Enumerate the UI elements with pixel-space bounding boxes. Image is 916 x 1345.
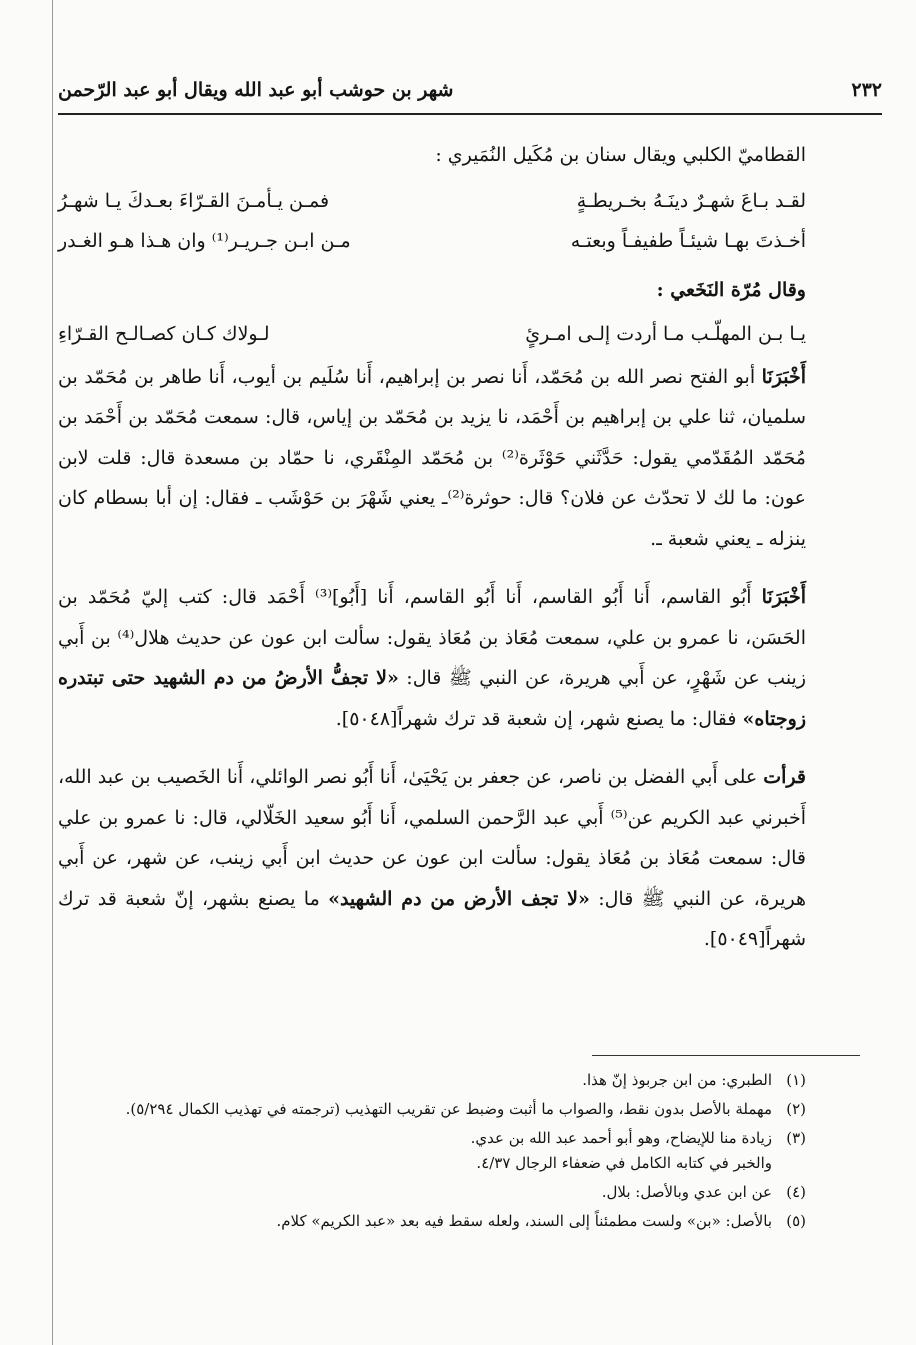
verse-second-hemistich: لـولاك كـان كصـالـح القـرّاءِ bbox=[58, 323, 270, 345]
hadith-quote: «لا تجف الأرض من دم الشهيد» bbox=[328, 887, 590, 910]
footnotes bbox=[58, 1068, 806, 1238]
footnote bbox=[58, 1068, 806, 1093]
page-header bbox=[58, 70, 882, 110]
footnote-text: عن ابن عدي وبالأصل: بلال. bbox=[601, 1183, 772, 1201]
footnote-number: (١) bbox=[786, 1071, 806, 1089]
poem-verse bbox=[58, 221, 806, 262]
hadith-quote: «لا تجفُّ الأرضُ من دم الشهيد حتى تبتدره زوجتاه» bbox=[58, 667, 806, 730]
verse-second-hemistich: مـن ابـن جـريـر⁽¹⁾ وان هـذا هـو الغـدر bbox=[58, 230, 351, 252]
narration-lead-word: أَخْبَرَنَا bbox=[761, 586, 806, 608]
verse-first-hemistich: أخـذتَ بهـا شيئـاً طفيفـاً وبعتـه bbox=[570, 230, 806, 252]
narration-paragraph bbox=[58, 757, 806, 960]
narration-text: أَبُو القاسم، أَنا أَبُو القاسم، أَنا أَبُو القاسم، أَنا [أَبُو]⁽³⁾ أَحْمَد قال: كتب إليّ مُحَمّد بن الحَسَن، نا عمرو بن علي، سمعت مُعَاذ بن مُعَاذ يقول: سألت ابن عون عن حديث هلال⁽⁴⁾ بن أَبي زينب عن شَهْرٍ، عن أَبي هريرة، عن النبي ﷺ قال: bbox=[58, 586, 807, 689]
narration-lead-word: قرأت bbox=[763, 766, 806, 788]
narration-text: فقال: ما يصنع شهر، إن شعبة قد ترك شهراً[٥٠٤٨]. bbox=[335, 707, 743, 730]
footnote bbox=[58, 1209, 806, 1234]
running-title: شهر بن حوشب أبو عبد الله ويقال أبو عبد الرّحمن bbox=[58, 79, 454, 101]
footnote-separator bbox=[592, 1055, 860, 1056]
header-rule bbox=[58, 113, 882, 115]
verse-first-hemistich: يـا بـن المهلّـب مـا أردت إلـى امـرئٍ bbox=[525, 323, 806, 345]
footnote-text: الطبري: من ابن جربوذ إنّ هذا. bbox=[582, 1071, 772, 1089]
narration-paragraph bbox=[58, 577, 806, 739]
footnote-text: والخبر في كتابه الكامل في ضعفاء الرجال ٤/٣٧. bbox=[476, 1154, 772, 1172]
poem-verse bbox=[58, 181, 806, 222]
verse-first-hemistich: لقـد بـاعَ شهـرٌ دينَـهُ بخـريطـةٍ bbox=[576, 189, 806, 212]
footnote-number: (٤) bbox=[786, 1183, 806, 1201]
binding-edge-line bbox=[52, 0, 53, 1345]
poem-verse bbox=[58, 314, 806, 355]
footnote-number: (٣) bbox=[786, 1129, 806, 1147]
footnote bbox=[58, 1097, 806, 1122]
narration-text: أبو الفتح نصر الله بن مُحَمّد، أَنا نصر بن إبراهيم، أَنا سُلَيم بن أيوب، أَنا طاهر بن مُحَمّد بن سلميان، ثنا علي بن إبراهيم بن أَحْمَد، نا يزيد بن مُحَمّد بن إياس، قال: سمعت مُحَمّد بن أَحْمَد بن مُحَمّد المُقَدّمي يقول: حَدَّثَني حَوْثَرة⁽²⁾ بن مُحَمّد المِنْقَري، نا حمّاد بن مسعدة قال: قلت لابن عون: ما لك لا تحدّث عن فلان؟ قال: حوثرة⁽²⁾ـ يعني شَهْرَ بن حَوْشَب ـ فقال: إن أبا بسطام كان ينزله ـ يعني شعبة ـ. bbox=[58, 365, 806, 550]
intro-line: القطاميّ الكلبي ويقال سنان بن مُكَيل النُمَيري : bbox=[435, 144, 806, 166]
narration-paragraph bbox=[58, 357, 806, 560]
footnote-number: (٢) bbox=[786, 1100, 806, 1118]
verse-second-hemistich: فمـن يـأمـنَ القـرّاءَ بعـدكَ يـا شهـرُ bbox=[58, 189, 330, 212]
narration-text: ما يصنع بشهر، إنّ شعبة قد ترك شهراً[٥٠٤٩]. bbox=[58, 887, 806, 950]
footnote-number: (٥) bbox=[786, 1212, 806, 1230]
page-number: ٢٣٢ bbox=[851, 79, 882, 101]
footnote bbox=[58, 1180, 806, 1205]
footnote-text: زيادة منا للإيضاح، وهو أبو أحمد عبد الله بن عدي. bbox=[470, 1129, 772, 1147]
footnote bbox=[58, 1126, 806, 1176]
main-text bbox=[58, 135, 806, 978]
footnote-text: مهملة بالأصل بدون نقط، والصواب ما أثبت وضبط عن تقريب التهذيب (ترجمته في تهذيب الكمال ٥/٢٩٤). bbox=[125, 1100, 772, 1118]
narration-text: على أَبي الفضل بن ناصر، عن جعفر بن يَحْيَىٰ، أَنا أَبُو نصر الوائلي، أَنا الخَصيب بن عبد الله، أَخبرني عبد الكريم عن⁽⁵⁾ أَبي عبد الرَّحمن السلمي، أَنا أَبُو سعيد الخَلّالي، قال: نا عمرو بن علي قال: سمعت مُعَاذ بن مُعَاذ يقول: سألت ابن عون عن حديث ابن أَبي زينب، عن شهر، عن أَبي هريرة، عن النبي ﷺ قال: bbox=[58, 766, 806, 910]
poet-attribution: وقال مُرّة النَخَعي : bbox=[656, 278, 806, 301]
footnote-text: بالأصل: «بن» ولست مطمئناً إلى السند، ولعله سقط فيه بعد «عبد الكريم» كلام. bbox=[276, 1212, 772, 1230]
narration-lead-word: أَخْبَرَنَا bbox=[761, 365, 806, 388]
